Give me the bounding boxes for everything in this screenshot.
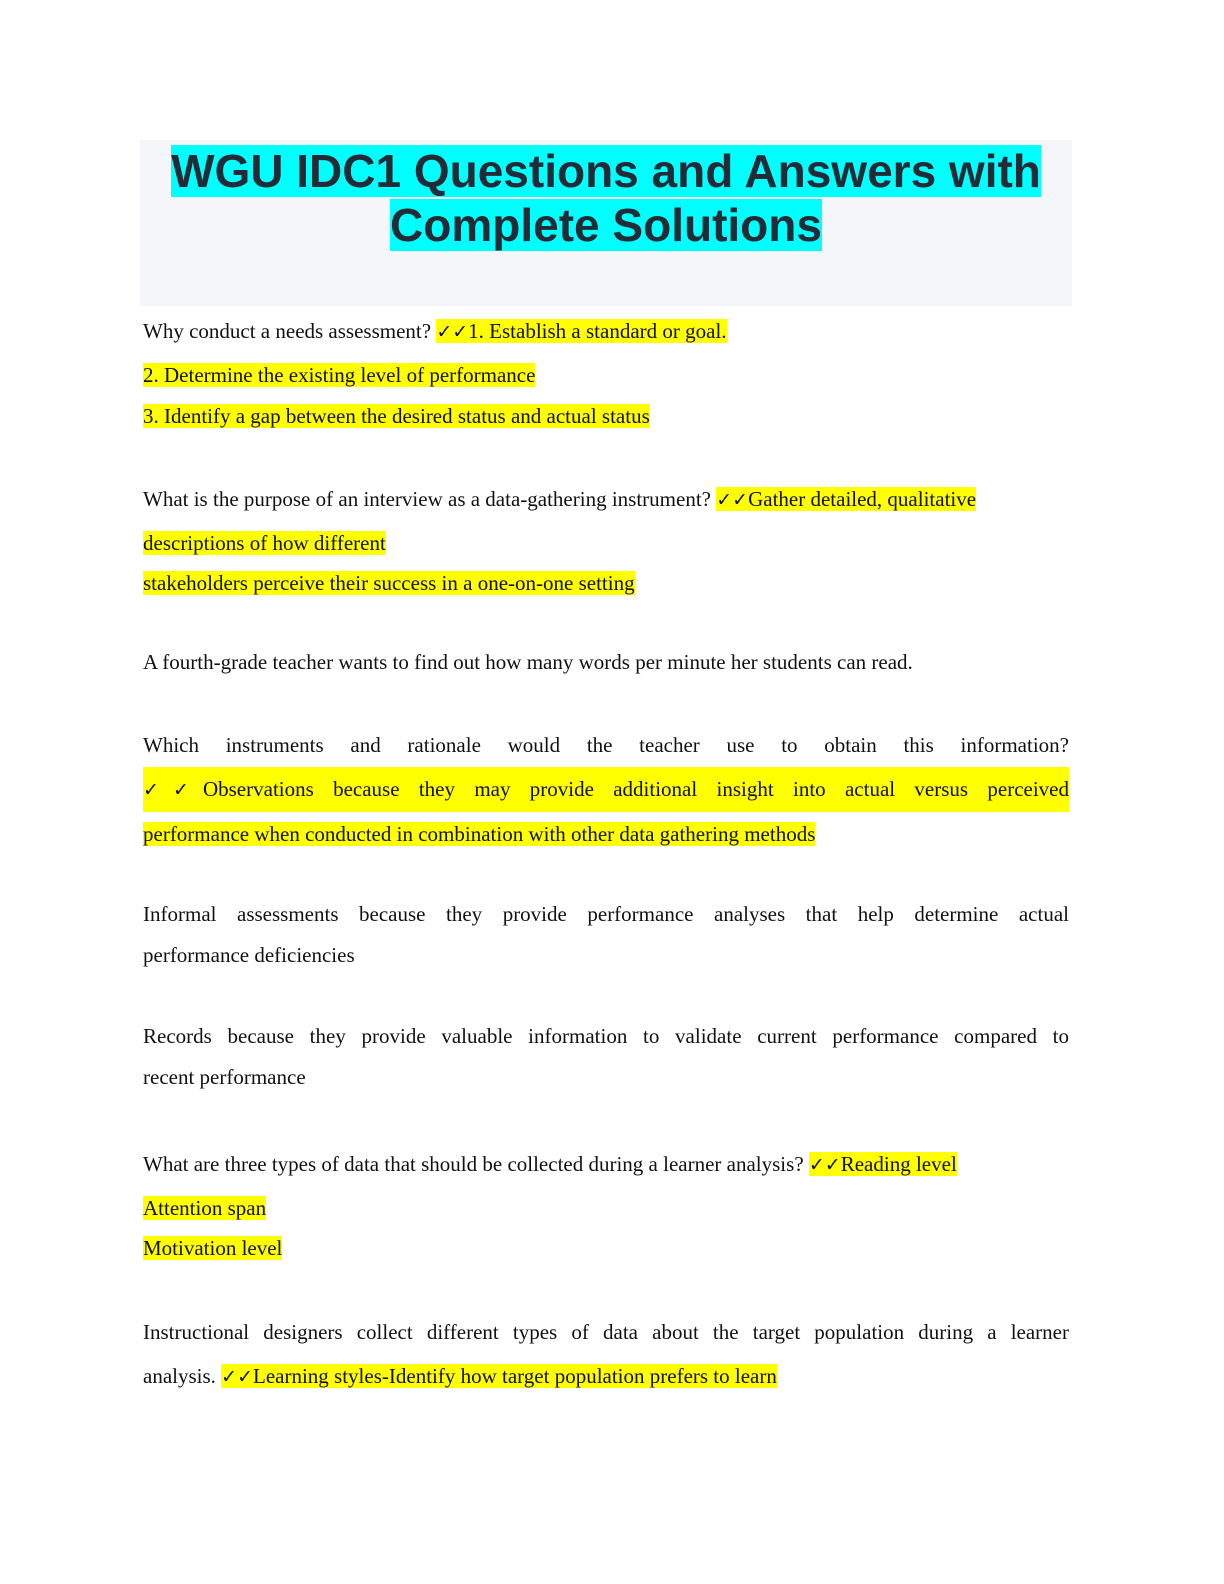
question-text: What is the purpose of an interview as a data-gathering instrument? <box>143 487 717 511</box>
check-mark-icon: ✓✓ <box>808 1154 841 1176</box>
option-informal-assessments <box>143 894 1069 976</box>
question-text: Why conduct a needs assessment? <box>143 319 437 343</box>
qa-learning-styles <box>143 1310 1069 1399</box>
qa-needs-assessment <box>143 310 1069 438</box>
option-line: recent performance <box>143 1065 306 1089</box>
document-title <box>140 140 1072 252</box>
question-text: What are three types of data that should be collected during a learner analysis? <box>143 1152 809 1176</box>
answer-line: descriptions of how different <box>143 531 386 555</box>
answer-highlight <box>716 487 976 511</box>
option-records <box>143 1016 1069 1098</box>
answer-line: Attention span <box>143 1196 267 1220</box>
answer-highlight <box>436 319 726 343</box>
title-line-2: Complete Solutions <box>390 199 822 251</box>
check-mark-icon: ✓✓ <box>143 779 203 801</box>
answer-line: Gather detailed, qualitative <box>748 487 977 511</box>
title-box <box>140 140 1072 306</box>
answer-line: Observations because they may provide additional insight into actual versus perceived <box>202 777 1069 801</box>
qa-instruments-rationale <box>143 723 1069 856</box>
option-line: Records because they provide valuable information to validate current performance compared to <box>143 1024 1069 1048</box>
answer-line: Motivation level <box>143 1236 283 1260</box>
answer-line: Learning styles-Identify how target population prefers to learn <box>253 1364 777 1388</box>
qa-teacher-scenario <box>143 641 1069 684</box>
answer-line: stakeholders perceive their success in a one-on-one setting <box>143 571 635 595</box>
question-text: analysis. <box>143 1364 222 1388</box>
answer-line: 3. Identify a gap between the desired status and actual status <box>143 404 650 428</box>
qa-interview-purpose <box>143 478 1069 605</box>
answer-line: 1. Establish a standard or goal. <box>468 319 727 343</box>
question-text: Which instruments and rationale would the teacher use to obtain this information? <box>143 733 1069 757</box>
qa-learner-analysis-data <box>143 1143 1069 1270</box>
answer-line: 2. Determine the existing level of performance <box>143 363 536 387</box>
answer-line: Reading level <box>840 1152 957 1176</box>
answer-highlight <box>221 1364 777 1388</box>
check-mark-icon: ✓✓ <box>716 489 749 511</box>
answer-highlight <box>809 1152 957 1176</box>
answer-line: performance when conducted in combination with other data gathering methods <box>143 822 816 846</box>
question-text: Instructional designers collect different types of data about the target population during a learner <box>143 1320 1069 1344</box>
check-mark-icon: ✓✓ <box>221 1366 253 1388</box>
scenario-text: A fourth-grade teacher wants to find out how many words per minute her students can read. <box>143 650 913 674</box>
option-line: Informal assessments because they provide performance analyses that help determine actual <box>143 902 1069 926</box>
title-line-1: WGU IDC1 Questions and Answers with <box>171 145 1041 197</box>
answer-highlight <box>143 767 1069 812</box>
option-line: performance deficiencies <box>143 943 355 967</box>
check-mark-icon: ✓✓ <box>436 321 469 343</box>
